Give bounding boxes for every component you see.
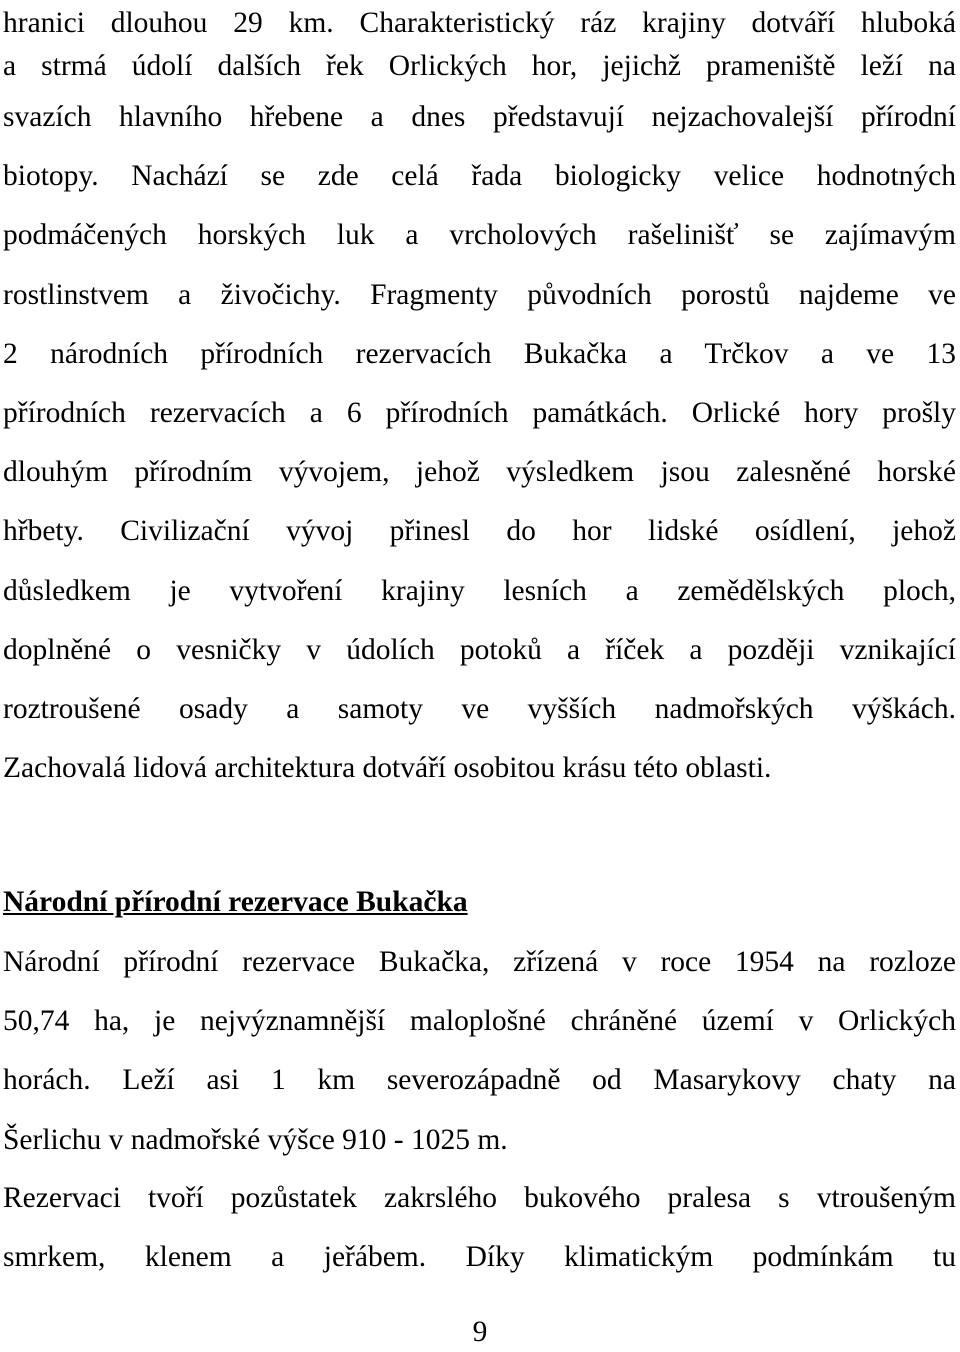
text-line: 2 národních přírodních rezervacích Bukačka a Trčkov a ve 13 <box>3 337 956 370</box>
page-number: 9 <box>472 1316 488 1348</box>
text-line: biotopy. Nachází se zde celá řada biologicky velice hodnotných <box>3 160 956 193</box>
text-line: podmáčených horských luk a vrcholových rašelinišť se zajímavým <box>3 219 956 252</box>
text-line: důsledkem je vytvoření krajiny lesních a zemědělských ploch, <box>3 574 956 607</box>
text-line: svazích hlavního hřebene a dnes představují nejzachovalejší přírodní <box>3 101 956 133</box>
text-line: roztroušené osady a samoty ve vyšších nadmořských výškách. <box>3 693 956 726</box>
text-line: horách. Leží asi 1 km severozápadně od Masarykovy chaty na <box>3 1064 956 1097</box>
text-line: Národní přírodní rezervace Bukačka, zřízená v roce 1954 na rozloze <box>3 946 956 978</box>
text-line: hranici dlouhou 29 km. Charakteristický ráz krajiny dotváří hluboká <box>3 7 956 39</box>
text-line: přírodních rezervacích a 6 přírodních památkách. Orlické hory prošly <box>3 397 956 430</box>
text-line: dlouhým přírodním vývojem, jehož výsledkem jsou zalesněné horské <box>3 456 956 489</box>
text-line: rostlinstvem a živočichy. Fragmenty původních porostů najdeme ve <box>3 278 956 311</box>
body-paragraph-landscape <box>3 2 956 798</box>
body-paragraph-reserve-forest <box>3 1169 956 1287</box>
text-line: Zachovalá lidová architektura dotváří osobitou krásu této oblasti. <box>3 752 772 785</box>
text-line: smrkem, klenem a jeřábem. Díky klimatickým podmínkám tu <box>3 1241 956 1274</box>
text-line: a strmá údolí dalších řek Orlických hor, jejichž prameniště leží na <box>3 50 956 82</box>
text-line: Rezervaci tvoří pozůstatek zakrslého bukového pralesa s vtroušeným <box>3 1182 956 1214</box>
section-heading: Národní přírodní rezervace Bukačka <box>3 886 468 918</box>
body-paragraph-reserve-intro <box>3 933 956 1170</box>
text-line: Šerlichu v nadmořské výšce 910 - 1025 m. <box>3 1123 508 1156</box>
text-line: doplněné o vesničky v údolích potoků a říček a později vznikající <box>3 633 956 666</box>
text-line: 50,74 ha, je nejvýznamnější maloplošné chráněné území v Orlických <box>3 1005 956 1038</box>
text-line: hřbety. Civilizační vývoj přinesl do hor lidské osídlení, jehož <box>3 515 956 548</box>
